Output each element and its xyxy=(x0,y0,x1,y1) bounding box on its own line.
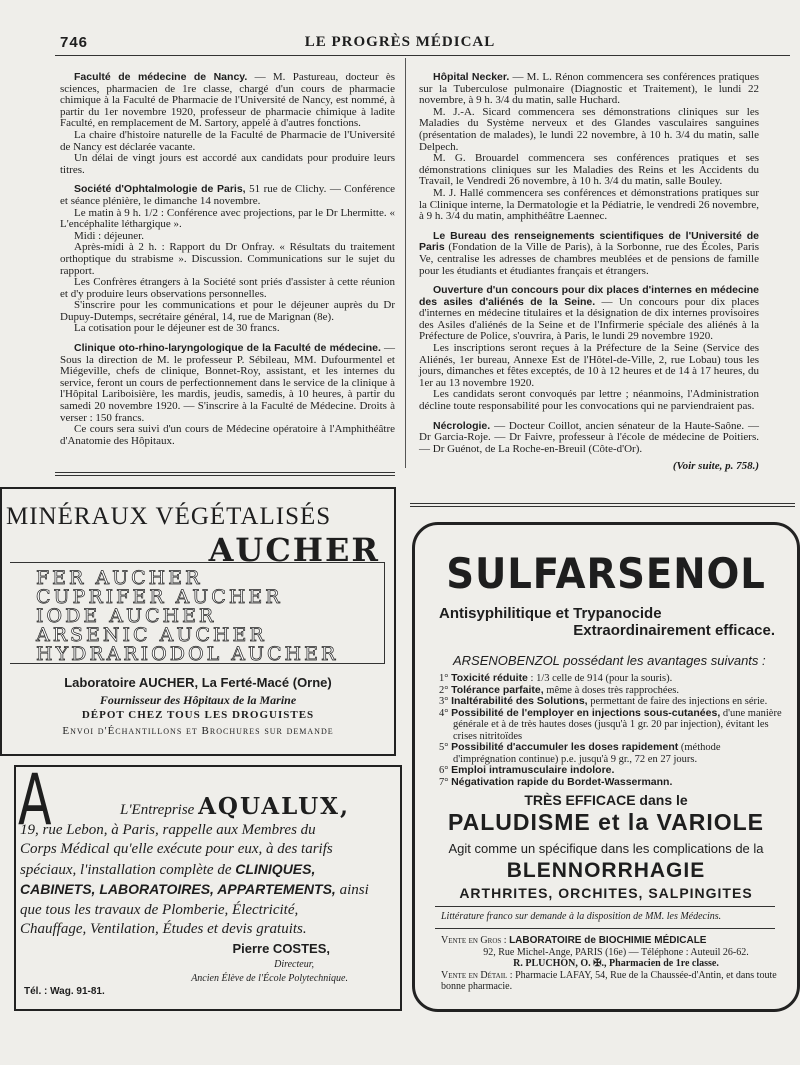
ad-literature: Littérature franco sur demande à la disposition de MM. les Médecins. xyxy=(441,911,722,922)
ad-complications: Agit comme un spécifique dans les complications de la xyxy=(448,841,764,856)
list-item: 3° Inaltérabilité des Solutions, permettant de faire des injections en série. xyxy=(439,695,768,707)
section-rule xyxy=(410,503,795,507)
product-item: HYDRARIODOL AUCHER xyxy=(36,643,339,665)
ad-director-name: Pierre COSTES, xyxy=(232,941,330,956)
aucher-advertisement xyxy=(0,487,396,756)
sulfarsenol-advertisement xyxy=(412,522,800,1012)
page-number: 746 xyxy=(60,34,89,51)
list-item: 5° Possibilité d'accumuler les doses rapidement (méthode d'imprégnation continue) p.e. jusqu'à 9 gr., 72 en 27 jours. xyxy=(439,741,721,765)
ad-samples: Envoi d'Échantillons et Brochures sur demande xyxy=(62,725,334,737)
ad-blennorrhagia: BLENNORRHAGIE xyxy=(506,859,706,882)
ad-sales-info: Vente en Gros : LABORATOIRE de BIOCHIMIE MÉDICALE 92, Rue Michel-Ange, PARIS (16e) — Téléphone : Auteuil 26-62. R. PLUCHON, O. ✠., Pharmacien de 1re classe. Vente en Détail : Pharmacie LAFAY, 54, Rue de la Chaussée-d'Antin, et dans toute bonne pharmacie. xyxy=(441,935,777,992)
news-item: Ouverture d'un concours pour dix places d'internes en médecine des asiles d'aliénés de la Seine. — Un concours pour dix places d'internes en médecine titulaires et la désignation de dix internes provisoires des Asiles d'aliénés de la Seine et de l'Infirmerie spéciale des aliénés à la Préfecture de Police, s'ouvrira, à Paris, le lundi 29 novembre 1920. Les inscriptions seront reçues à la Préfecture de la Seine (Service des Aliénés, 1er bureau, Annexe Est de l'Hôtel-de-Ville, 2, rue Lobau) tous les jours, dimanches et fêtes exceptés, de 10 à 12 heures et de 14 à 17 heures, du 1er au 13 novembre 1920. Les candidats seront convoqués par lettre ; néanmoins, l'Administration décline toute responsabilité pour les convocations qui ne parviendraient pas. xyxy=(419,284,759,413)
news-item: Clinique oto-rhino-laryngologique de la Faculté de médecine. — Sous la direction de M. le professeur P. Sébileau, MM. Dufourmentel et Miégeville, chefs de clinique, Bonnet-Roy, assistant, et les internes du service, feront un cours de perfectionnement dans le service de la clinique à l'Hôpital Lariboisière, les mardis, jeudis, samedis, à 10 heures, à partir du samedi 20 novembre 1920. — S'inscrire à la Faculté de Médecine. Droits à verser : 150 francs. Ce cours sera suivi d'un cours de Médecine opératoire à l'Amphithéâtre d'Anatomie des Hôpitaux. xyxy=(60,342,395,447)
ad-intro: ARSENOBENZOL possédant les avantages suivants : xyxy=(453,653,766,668)
ad-brand: SULFARSENOL xyxy=(446,549,766,598)
section-rule xyxy=(55,472,395,476)
news-item: Société d'Ophtalmologie de Paris, 51 rue de Clichy. — Conférence et séance plénière, le dimanche 14 novembre. Le matin à 9 h. 1/2 : Conférence avec projections, par le Dr Lhermitte. « L'encéphalite léthargique ». Midi : déjeuner. Après-midi à 2 h. : Rapport du Dr Onfray. « Résultats du traitement orthoptique du strabisme ». Discussion. Communications sur le sujet du rapport. Les Confrères étrangers à la Société sont priés d'assister à cette réunion et d'y produire leurs observations personnelles. S'inscrire pour les communications et pour le déjeuner auprès du Dr Dupuy-Dutemps, secrétaire général, 14, rue de Marignan (8e). La cotisation pour le déjeuner est de 30 francs. xyxy=(60,183,395,335)
continued-note: (Voir suite, p. 758.) xyxy=(672,460,759,473)
divider xyxy=(435,906,775,907)
ad-laboratory: Laboratoire AUCHER, La Ferté-Macé (Orne) xyxy=(64,675,332,690)
ad-body: L'Entreprise AQUALUX, 19, rue Lebon, à Paris, rappelle aux Membres du Corps Médical qu'elle exécute pour eux, à des tarifs spéciaux, l'installation complète de CLINIQUES, CABINETS, LABORATOIRES, APPARTEMENTS, ainsi que tous les travaux de Plomberie, Électricité, Chauffage, Ventilation, Études et devis gratuits. xyxy=(20,793,369,937)
list-item: 2° Tolérance parfaite, même à doses très rapprochées. xyxy=(439,683,679,696)
news-item: Hôpital Necker. — M. L. Rénon commencera ses conférences pratiques sur la Tuberculose pulmonaire (Diagnostic et Traitement), le lundi 22 novembre, à 9 h. 3/4 du matin, salle Huchard. M. J.-A. Sicard commencera ses démonstrations cliniques sur les Maladies du Système nerveux et des Glandes vasculaires sanguines (présentation de malades), le lundi 22 novembre, à 10 h. 3/4 du matin, salle Delpech. M. G. Brouardel commencera ses conférences pratiques et ses démonstrations cliniques sur les Maladies des Reins et les Accidents du Travail, le Vendredi 26 novembre, à 10 h. 3/4 du matin, salle Bouley. M. J. Hallé commencera ses conférences et démonstrations pratiques sur la Clinique interne, la Dermatologie et la Pédiatrie, le vendredi 26 novembre, à 9 h. 3/4 du matin, amphithéâtre Laennec. xyxy=(419,71,759,223)
ad-brand: AQUALUX, xyxy=(198,793,350,820)
journal-title: LE PROGRÈS MÉDICAL xyxy=(304,34,496,50)
ad-efficacy: TRÈS EFFICACE dans le xyxy=(524,792,688,808)
left-column xyxy=(60,72,395,447)
header-rule xyxy=(55,55,790,56)
ad-supplier: Fournisseur des Hôpitaux de la Marine xyxy=(99,693,297,707)
list-item: 7° Négativation rapide du Bordet-Wassermann. xyxy=(439,775,673,788)
news-item: Nécrologie. — Docteur Coillot, ancien sénateur de la Haute-Saône. — Dr Garcia-Roje. — Dr Faivre, professeur à l'école de médecine de Poitiers. — Dr Guénot, de La Roche-en-Breuil (Côte-d'Or). xyxy=(419,419,759,455)
news-item: Le Bureau des renseignements scientifiques de l'Université de Paris (Fondation de la Ville de Paris), à la Sorbonne, rue des Écoles, Paris Ve, centralise les adresses de chambres meublées et de pensions de famille pour les étudiants et étudiantes français et étrangers. xyxy=(419,229,759,277)
ad-headline: MINÉRAUX VÉGÉTALISÉS xyxy=(6,503,332,530)
aqualux-advertisement xyxy=(14,759,402,1011)
ad-director-credentials: Ancien Élève de l'École Polytechnique. xyxy=(191,973,348,984)
ad-telephone: Tél. : Wag. 91-81. xyxy=(24,986,105,997)
news-item: Faculté de médecine de Nancy. — M. Pastureau, docteur ès sciences, pharmacien de 1re classe, chargé d'un cours de pharmacie chimique à la Faculté de Pharmacie de l'Université de Nancy, est nommé, à partir du 1er novembre 1920, professeur de pharmacie chimique à ladite Faculté, en remplacement de M. Sartory, appelé à d'autres fonctions. La chaire d'histoire naturelle de la Faculté de Pharmacie de l'Université de Nancy est déclarée vacante. Un délai de vingt jours est accordé aux candidats pour produire leurs titres. xyxy=(60,71,395,176)
ad-subtitle: Antisyphilitique et Trypanocide xyxy=(439,605,662,622)
ad-conditions: ARTHRITES, ORCHITES, SALPINGITES xyxy=(459,885,753,901)
list-item: 1° Toxicité réduite : 1/3 celle de 914 (pour la souris). xyxy=(439,672,673,684)
list-item: 6° Emploi intramusculaire indolore. xyxy=(439,764,615,776)
product-item: ARSENIC AUCHER xyxy=(36,624,267,646)
list-item: 4° Possibilité de l'employer en injections sous-cutanées, d'une manière générale et à de très hautes doses (jusqu'à 1 gr. 20 par injection), évitant les crises nitritoïdes xyxy=(439,706,782,742)
product-item: IODE AUCHER xyxy=(36,605,217,627)
ad-diseases: PALUDISME et la VARIOLE xyxy=(447,809,765,835)
product-list xyxy=(10,562,385,664)
advantages-list xyxy=(439,673,784,788)
right-column xyxy=(419,72,759,473)
ad-director-title: Directeur, xyxy=(274,959,314,970)
ad-subtitle: Extraordinairement efficace. xyxy=(573,622,775,639)
product-item: FER AUCHER xyxy=(36,567,203,589)
ad-brand: AUCHER xyxy=(208,531,380,569)
product-item: CUPRIFER AUCHER xyxy=(36,586,283,608)
column-divider xyxy=(405,58,406,468)
decorative-letter: A xyxy=(18,759,52,841)
divider xyxy=(435,928,775,929)
ad-depot: DÉPOT CHEZ TOUS LES DROGUISTES xyxy=(81,709,315,721)
